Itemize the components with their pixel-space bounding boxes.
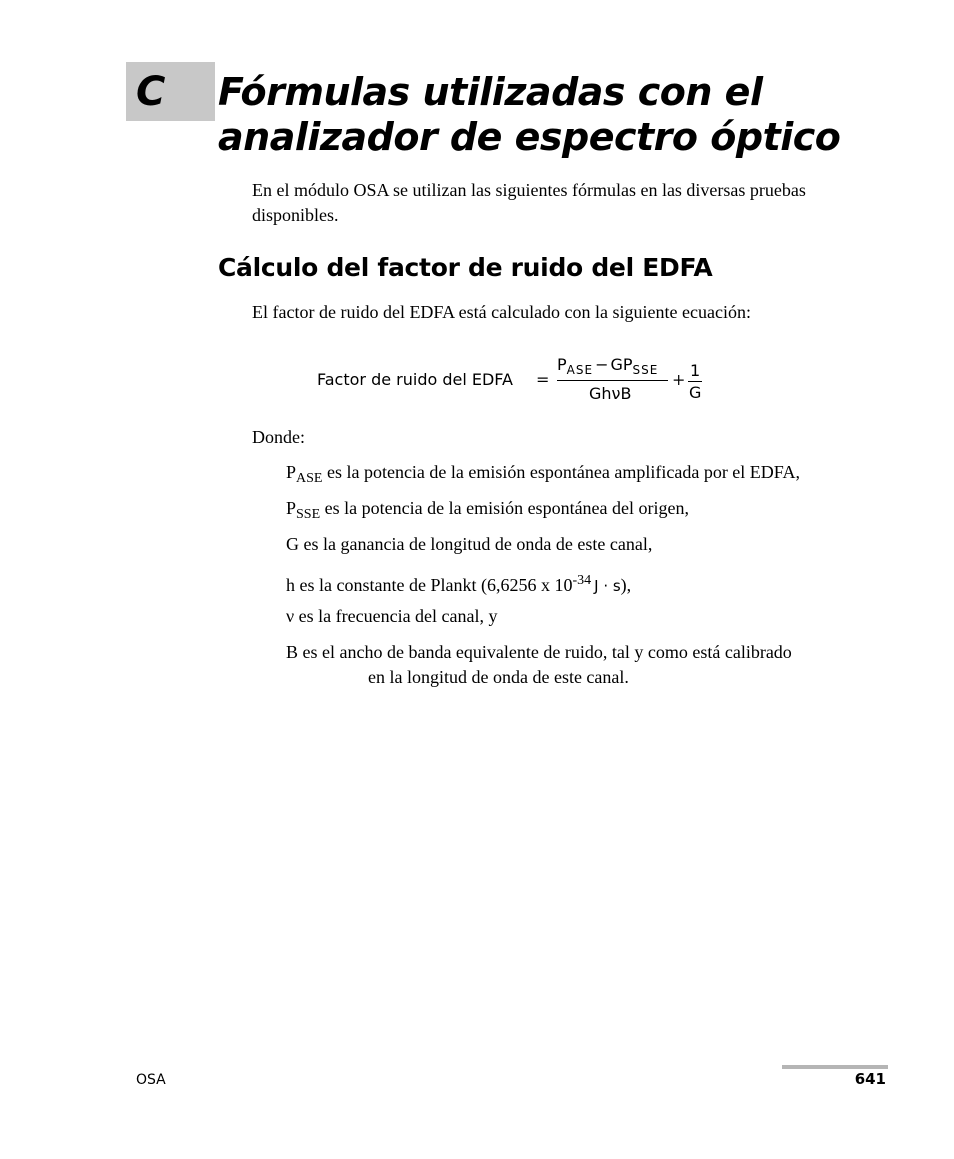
- numerator-minus: −: [595, 355, 609, 374]
- def-b-line-2: en la longitud de onda de este canal.: [368, 667, 629, 687]
- formula-equals: =: [536, 370, 550, 389]
- chapter-title: [218, 70, 918, 160]
- footer-rule: [782, 1065, 888, 1069]
- small-fraction-bar: [688, 381, 702, 382]
- numerator-gp: GP: [610, 355, 633, 374]
- numerator-sub-sse: SSE: [632, 363, 659, 377]
- chapter-title-line-2: analizador de espectro óptico: [218, 115, 841, 159]
- numerator-p: P: [557, 355, 567, 374]
- chapter-letter: C: [136, 69, 166, 115]
- small-fraction-numerator: 1: [690, 361, 701, 380]
- def-h-close: ),: [620, 575, 632, 595]
- formula-denominator: GhνB: [589, 384, 632, 403]
- formula-lhs: Factor de ruido del EDFA: [317, 370, 513, 389]
- definition-h: [286, 568, 631, 599]
- def-h-text: h es la constante de Plankt (6,6256 x 10: [286, 575, 573, 595]
- section-intro-paragraph: El factor de ruido del EDFA está calculado con la siguiente ecuación:: [252, 302, 751, 322]
- def-pase-symbol: P: [286, 462, 297, 482]
- formula-numerator: [557, 355, 658, 377]
- definition-b: [286, 640, 886, 690]
- def-psse-sub: SSE: [296, 507, 321, 522]
- definition-nu: ν es la frecuencia del canal, y: [286, 606, 498, 626]
- def-pase-sub: ASE: [296, 471, 323, 486]
- section-heading: Cálculo del factor de ruido del EDFA: [218, 253, 713, 282]
- definition-psse: [286, 496, 689, 527]
- def-h-exponent: -34: [572, 573, 592, 588]
- numerator-sub-ase: ASE: [566, 363, 594, 377]
- small-fraction-denominator: G: [689, 383, 702, 402]
- donde-label: Donde:: [252, 427, 305, 447]
- def-psse-text: es la potencia de la emisión espontánea del origen,: [320, 498, 690, 518]
- page-number: 641: [854, 1070, 886, 1088]
- definition-g: G es la ganancia de longitud de onda de este canal,: [286, 534, 653, 554]
- noise-figure-formula: [317, 355, 737, 405]
- def-b-line-1: B es el ancho de banda equivalente de ruido, tal y como está calibrado: [286, 642, 792, 662]
- formula-plus: +: [672, 370, 686, 389]
- fraction-bar: [557, 380, 668, 381]
- def-psse-symbol: P: [286, 498, 297, 518]
- intro-paragraph: En el módulo OSA se utilizan las siguientes fórmulas en las diversas pruebas disponibles.: [252, 180, 806, 225]
- chapter-title-line-1: Fórmulas utilizadas con el: [218, 70, 763, 114]
- def-h-unit: J · s: [594, 577, 621, 595]
- definition-pase: [286, 460, 800, 491]
- def-pase-text: es la potencia de la emisión espontánea amplificada por el EDFA,: [322, 462, 800, 482]
- footer-product-label: OSA: [136, 1072, 166, 1088]
